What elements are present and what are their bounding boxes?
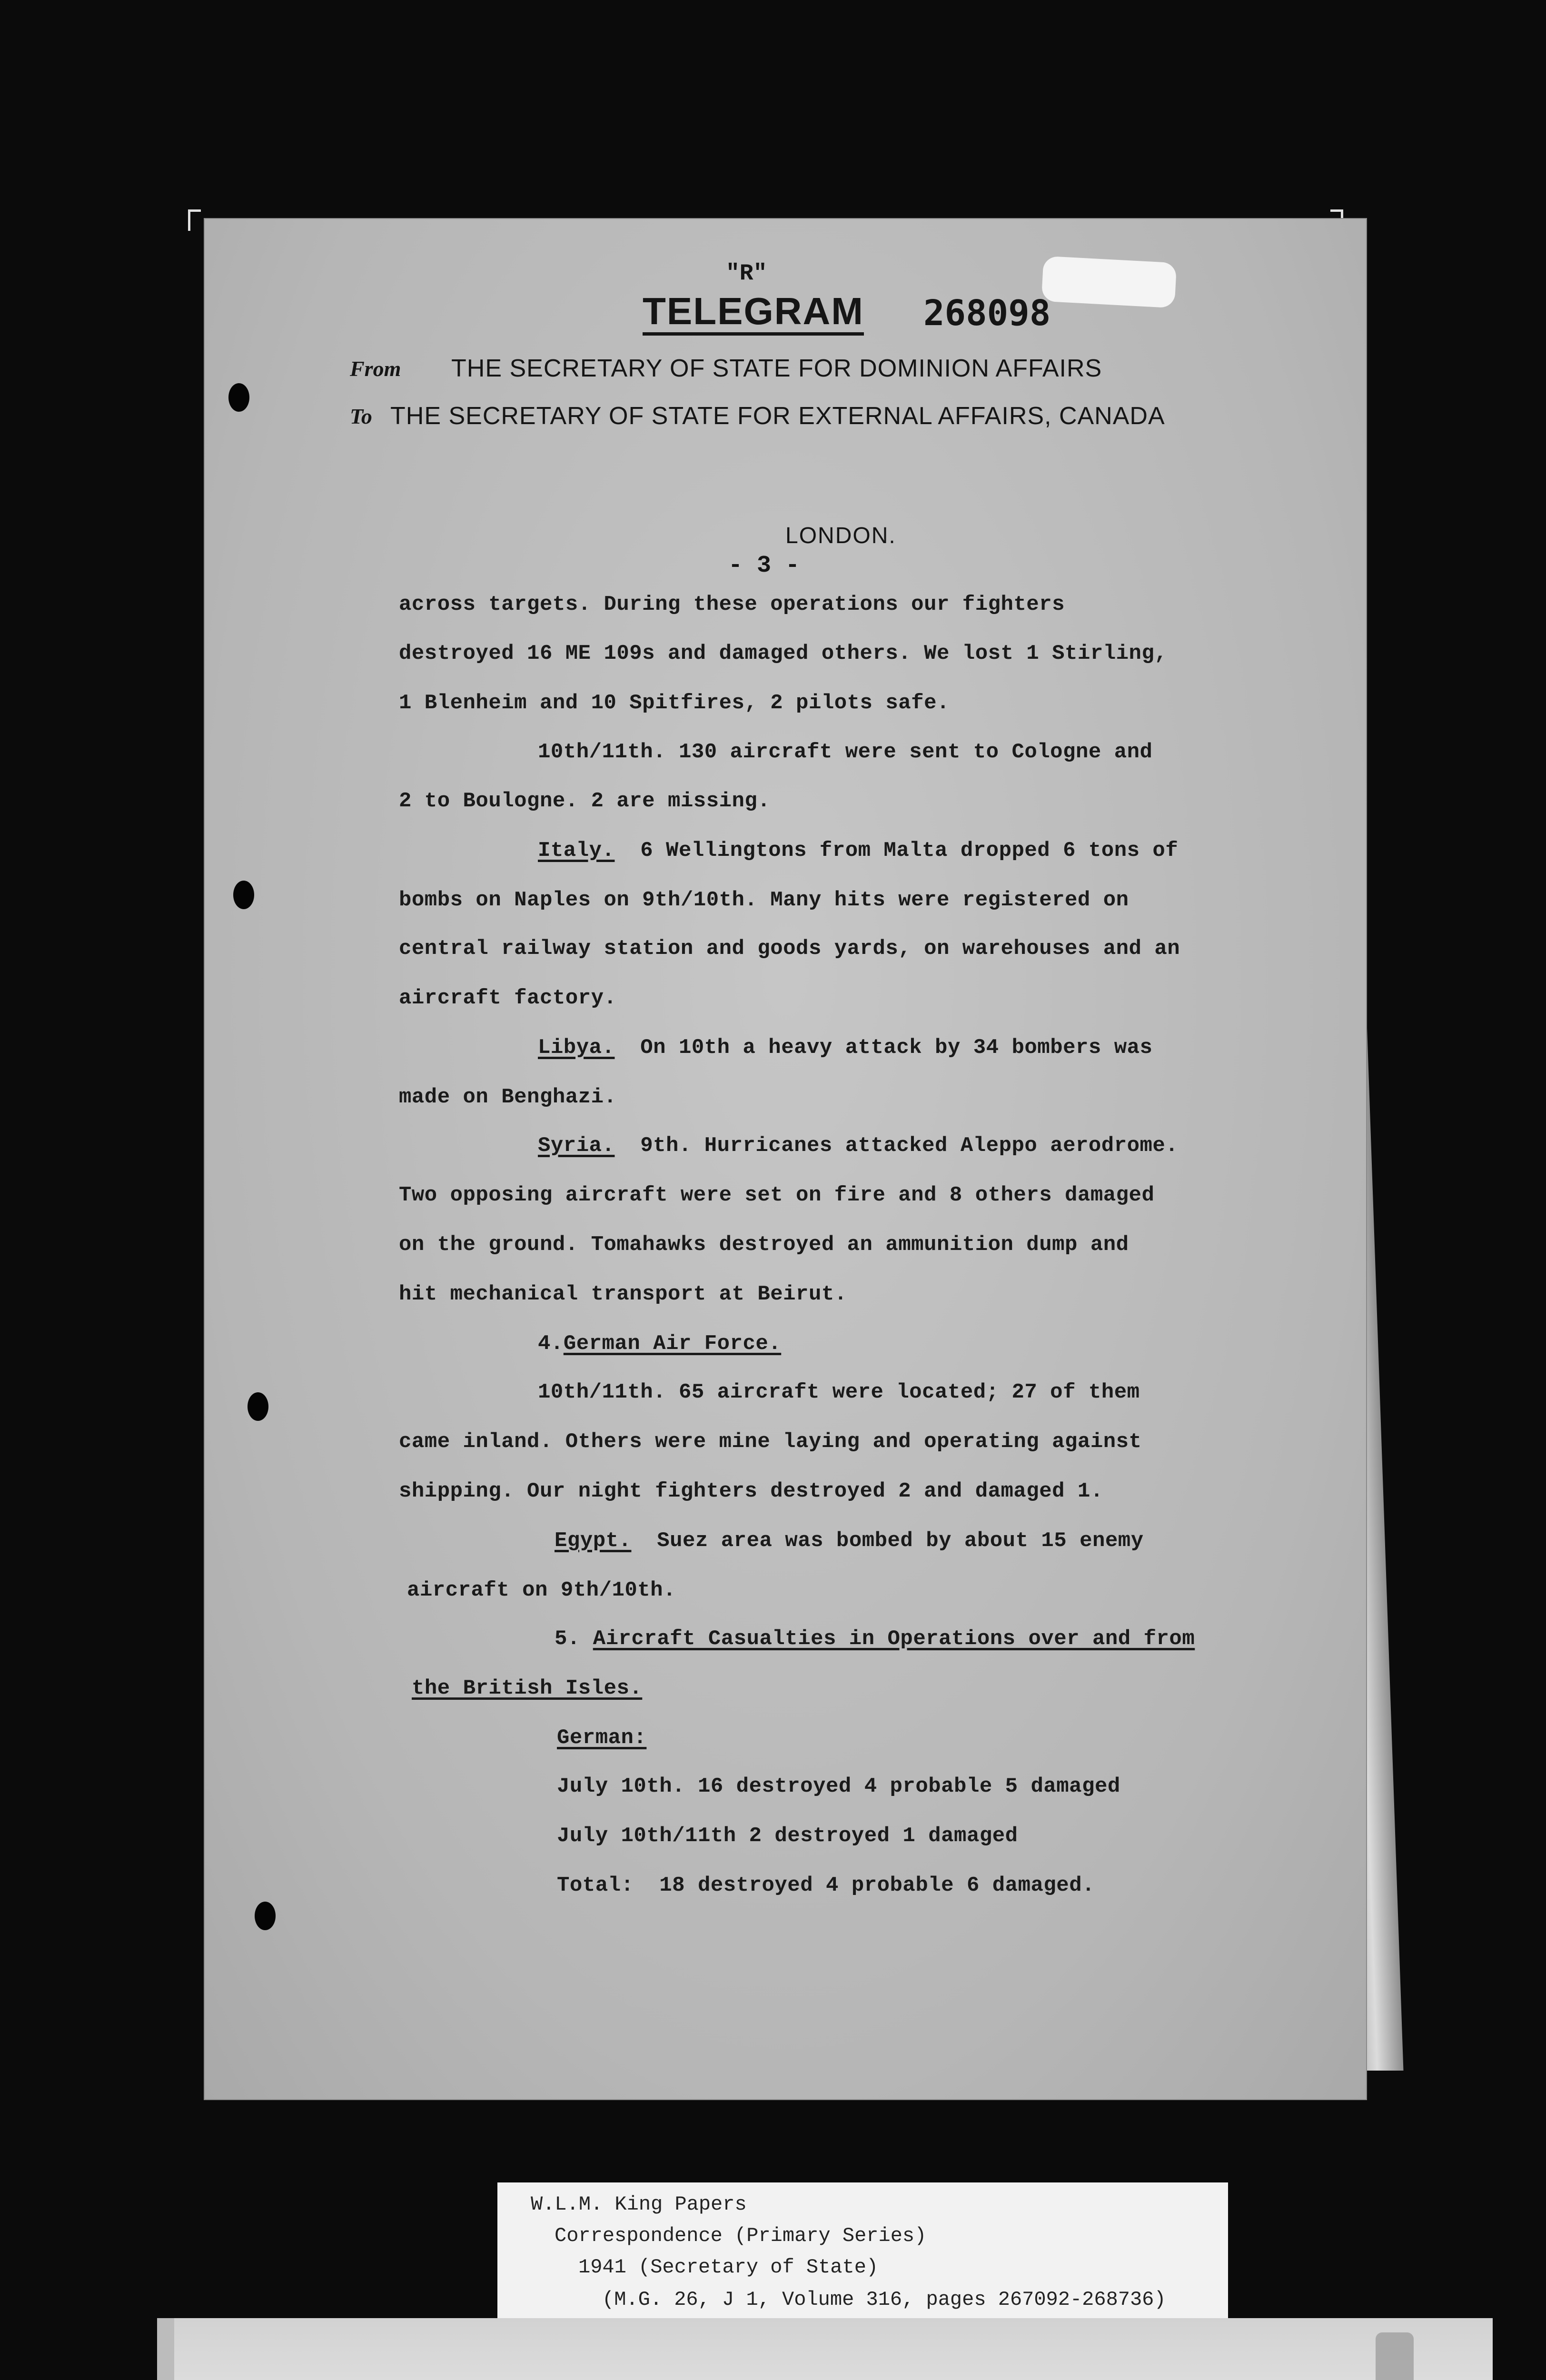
punch-hole: [248, 1392, 268, 1421]
archives-board: [157, 2318, 1493, 2380]
place-of-origin: LONDON.: [785, 523, 896, 548]
body-line: shipping. Our night fighters destroyed 2 and damaged 1.: [399, 1479, 1103, 1503]
section-heading: German Air Force.: [563, 1332, 782, 1356]
body-line: destroyed 16 ME 109s and damaged others. We lost 1 Stirling,: [399, 642, 1168, 665]
punch-hole: [233, 881, 254, 909]
punch-hole: [228, 383, 249, 412]
page-number: - 3 -: [728, 552, 800, 579]
body-line: 10th/11th. 65 aircraft were located; 27 of them: [538, 1380, 1140, 1404]
body-line: Syria. 9th. Hurricanes attacked Aleppo aerodrome.: [538, 1134, 1179, 1158]
label-line: (M.G. 26, J 1, Volume 316, pages 267092-268736): [602, 2288, 1166, 2311]
telegram-title: TELEGRAM: [643, 290, 864, 336]
body-line: Two opposing aircraft were set on fire and 8 others damaged: [399, 1183, 1155, 1207]
section-heading: Italy.: [538, 839, 615, 863]
body-line: hit mechanical transport at Beirut.: [399, 1282, 847, 1306]
to-label: To: [350, 404, 372, 428]
body-line: [412, 1676, 642, 1700]
body-line: across targets. During these operations our fighters: [399, 593, 1065, 616]
body-line: Egypt. Suez area was bombed by about 15 enemy: [555, 1529, 1144, 1553]
section-heading: German:: [557, 1726, 647, 1750]
telegram-code: "R": [726, 261, 767, 287]
body-line: bombs on Naples on 9th/10th. Many hits were registered on: [399, 888, 1129, 912]
section-heading: Aircraft Casualties in Operations over and from: [593, 1627, 1195, 1651]
body-line: July 10th. 16 destroyed 4 probable 5 damaged: [557, 1775, 1120, 1798]
body-line: 1 Blenheim and 10 Spitfires, 2 pilots safe.: [399, 691, 950, 715]
redaction-tape: [1041, 256, 1177, 308]
archive-reference-label: [497, 2182, 1228, 2334]
section-heading: Syria.: [538, 1134, 615, 1158]
from-label: From: [350, 357, 401, 381]
label-line: Correspondence (Primary Series): [555, 2224, 927, 2247]
label-line: W.L.M. King Papers: [531, 2193, 747, 2216]
label-line: 1941 (Secretary of State): [578, 2256, 879, 2279]
body-line: July 10th/11th 2 destroyed 1 damaged: [557, 1824, 1018, 1848]
body-line: made on Benghazi.: [399, 1085, 617, 1109]
sender: THE SECRETARY OF STATE FOR DOMINION AFFAIRS: [451, 355, 1102, 382]
section-heading: the British Isles.: [412, 1676, 643, 1700]
recipient: THE SECRETARY OF STATE FOR EXTERNAL AFFAIRS, CANADA: [390, 402, 1165, 430]
body-line: aircraft factory.: [399, 986, 617, 1010]
body-line: on the ground. Tomahawks destroyed an ammunition dump and: [399, 1233, 1129, 1257]
section-heading: Libya.: [538, 1036, 615, 1060]
punch-hole: [255, 1902, 276, 1930]
body-line: Italy. 6 Wellingtons from Malta dropped 6 tons of: [538, 839, 1179, 863]
telegram-number: 268098: [923, 293, 1051, 334]
body-line: [557, 1726, 646, 1750]
board-clip: [1376, 2332, 1414, 2380]
body-line: came inland. Others were mine laying and operating against: [399, 1430, 1142, 1454]
body-line: central railway station and goods yards, on warehouses and an: [399, 937, 1180, 961]
body-line: 2 to Boulogne. 2 are missing.: [399, 789, 771, 813]
body-line: 5. Aircraft Casualties in Operations over and from: [555, 1627, 1195, 1651]
crop-mark-left: [188, 209, 201, 231]
body-line: Total: 18 destroyed 4 probable 6 damaged.: [557, 1874, 1095, 1897]
body-line: Libya. On 10th a heavy attack by 34 bombers was: [538, 1036, 1153, 1060]
body-line: 4.German Air Force.: [538, 1332, 782, 1356]
telegram-page: [205, 219, 1366, 2099]
section-heading: Egypt.: [555, 1529, 632, 1553]
body-line: 10th/11th. 130 aircraft were sent to Cologne and: [538, 740, 1153, 764]
body-line: aircraft on 9th/10th.: [407, 1578, 676, 1602]
